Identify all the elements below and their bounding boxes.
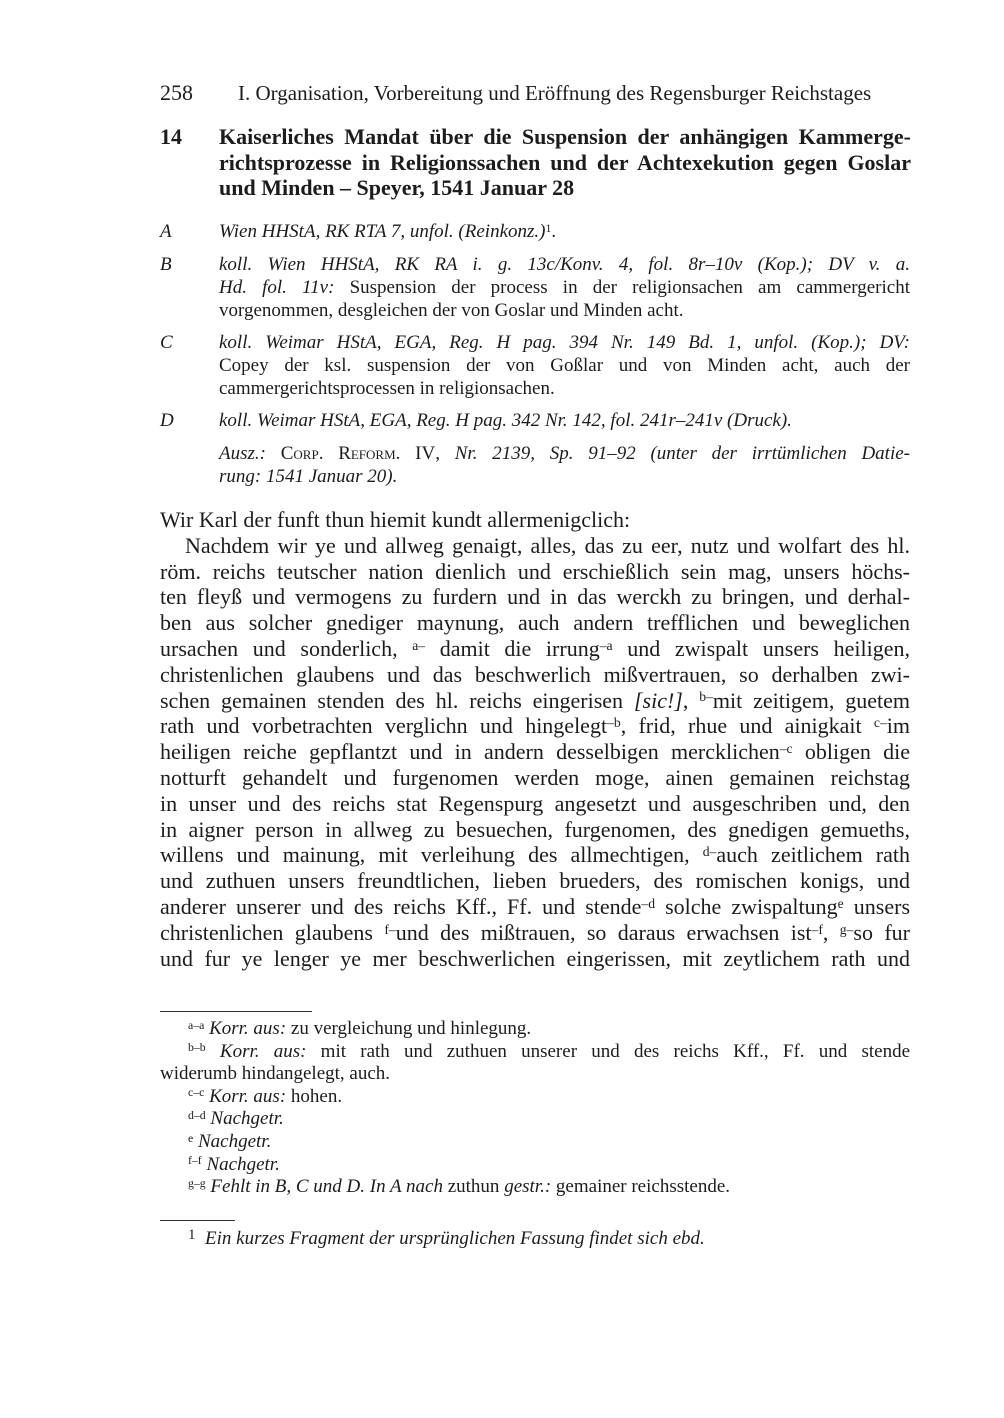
title-line: Kaiserliches Mandat über die Suspension der anhängigen Kammerge-: [219, 124, 911, 149]
text-line: röm. reichs teutscher nation dienlich und erschießlich sein mag, unsers höchs-: [160, 558, 910, 584]
apparatus-note: $^{a-a}$ Korr. aus: zu vergleichung und hinlegung.: [188, 1018, 532, 1039]
text-line: anderer unserer und des reichs Kff., Ff. und stende$^{-d}$ solche zwispaltung$^e$ unsers: [160, 893, 911, 919]
footnote-number: 1: [188, 1227, 196, 1243]
page-number: 258: [160, 80, 193, 105]
apparatus-note: $^e$ Nachgetr.: [188, 1130, 272, 1152]
apparatus-note: $^{g-g}$ Fehlt in B, C und D. In A nach zuthun gestr.: gemainer reichsstende.: [188, 1176, 731, 1198]
apparatus-note: $^{f-f}$ Nachgetr.: [188, 1153, 280, 1175]
text-line: ben aus solcher gnediger maynung, auch andern trefflichen und beweglichen: [160, 610, 910, 636]
text-line: und fur ye lenger ye mer beschwerlichen eingerissen, mit zeytlichem rath und: [160, 945, 910, 971]
siglum-c: C: [160, 332, 173, 353]
text-line: notturft gehandelt und furgenomen werden moge, ainen gemainen reichstag: [160, 764, 910, 790]
title-line: und Minden – Speyer, 1541 Januar 28: [219, 175, 575, 200]
excerpt-reference: Ausz.: Corp. Reform. IV, Nr. 2139, Sp. 91–92 (unter der irrtümlichen Datie- rung: 1541 Januar 20).: [219, 443, 910, 487]
main-text: [160, 507, 910, 971]
running-head: [160, 80, 910, 106]
source-a: Wien HHStA, RK RTA 7, unfol. (Reinkonz.)$^1$.: [219, 221, 557, 242]
text-line: heiligen reiche gepflantzt und in andern desselbigen mercklichen$^{-c}$ obligen die: [160, 739, 910, 765]
document-title: [219, 124, 911, 201]
siglum-d: D: [160, 410, 174, 431]
apparatus-rule: [160, 1011, 312, 1012]
siglum-a: A: [160, 221, 172, 242]
text-line: in unser und des reichs stat Regenspurg angesetzt und ausgeschriben und, den: [160, 790, 910, 816]
apparatus-note: $^{b-b}$ Korr. aus: mit rath und zuthuen unserer und des reichs Kff., Ff. und stende: [188, 1040, 911, 1062]
source-c: koll. Weimar HStA, EGA, Reg. H pag. 394 Nr. 149 Bd. 1, unfol. (Kop.); DV: Copey der ksl. suspension der von Goßlar und von Minden acht, auch der cammergerichtsprocessen in religionsachen.: [219, 332, 910, 399]
critical-apparatus: [160, 1018, 910, 1199]
footnote-text: Ein kurzes Fragment der ursprünglichen Fassung findet sich ebd.: [205, 1228, 705, 1249]
text-line: und zuthuen unsers freundtlichen, lieben brueders, des romischen konigs, und: [160, 868, 910, 894]
text-line: ten fleyß und vermogens zu furdern und in das werckh zu bringen, und derhal-: [160, 584, 910, 610]
title-line: richtsprozesse in Religionssachen und der Achtexekution gegen Goslar: [219, 149, 911, 175]
footnote-ref: 1: [545, 221, 552, 235]
text-line: Nachdem wir ye und allweg genaigt, alles, das zu eer, nutz und wolfart des hl.: [185, 532, 910, 558]
text-line: christenlichen glaubens $^{f-}$und des mißtrauen, so daraus erwachsen ist$^{-f}$, $^{g-}$so fur: [160, 919, 910, 945]
text-line: ursachen und sonderlich, $^{a-}$ damit die irrung$^{-a}$ und zwispalt unsers heiligen,: [160, 635, 910, 661]
text-line: in aigner person in allweg zu besuechen, furgenomen, des gnedigen gemueths,: [160, 816, 910, 842]
text-line: rath und vorbetrachten verglichn und hingelegt$^{-b}$, frid, rhue und ainigkait $^{c-}$im: [160, 713, 910, 739]
source-b: koll. Wien HHStA, RK RA i. g. 13c/Konv. 4, fol. 8r–10v (Kop.); DV v. a. Hd. fol. 11v: Suspension der process in der religionsachen am cammergericht vorgenommen, desgleichen der von Goslar und Minden acht.: [219, 254, 910, 321]
footnote: [160, 1227, 910, 1252]
apparatus-note-cont: widerumb hindangelegt, auch.: [160, 1063, 391, 1085]
siglum-b: B: [160, 254, 172, 275]
text-line: schen gemainen stenden des hl. reichs eingerisen [sic!], $^{b-}$mit zeitigem, guetem: [160, 687, 911, 713]
document-number: 14: [160, 124, 182, 149]
text-line: willens und mainung, mit verleihung des allmechtigen, $^{d-}$auch zeitlichem rath: [160, 842, 911, 868]
text-line: christenlichen glaubens und das beschwerlich mißvertrauen, so derhalben zwi-: [160, 661, 910, 687]
running-title: I. Organisation, Vorbereitung und Eröffnung des Regensburger Reichstages: [238, 81, 872, 105]
source-d: koll. Weimar HStA, EGA, Reg. H pag. 342 Nr. 142, fol. 241r–241v (Druck).: [219, 410, 792, 431]
footnote-rule: [160, 1220, 235, 1221]
apparatus-note: $^{d-d}$ Nachgetr.: [188, 1108, 284, 1130]
text-line: Wir Karl der funft thun hiemit kundt allermenigclich:: [160, 507, 631, 532]
apparatus-note: $^{c-c}$ Korr. aus: hohen.: [188, 1085, 343, 1107]
